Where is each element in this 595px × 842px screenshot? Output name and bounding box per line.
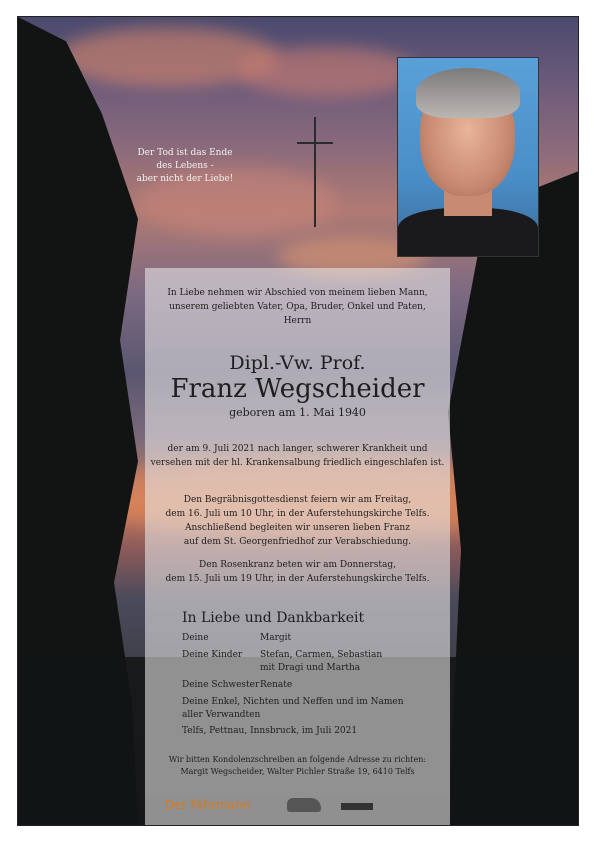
motto-line: Der Tod ist das Ende: [137, 148, 233, 158]
mourner-name: Renate: [260, 680, 293, 690]
mourners-heading: In Liebe und Dankbarkeit: [182, 610, 365, 626]
cross-icon: [314, 117, 316, 227]
condolence-address: Margit Wegscheider, Walter Pichler Straße 19, 6410 Telfs: [180, 767, 415, 776]
motto-line: aber nicht der Liebe!: [136, 174, 234, 184]
funeral-notice: [145, 493, 450, 549]
mourner-names: [260, 632, 291, 645]
cross-icon-bar: [297, 142, 333, 144]
motto-line: des Lebens -: [156, 161, 214, 171]
mourner-name: aller Verwandten: [182, 710, 261, 720]
mourner-name: Margit: [260, 633, 292, 643]
birth-date: geboren am 1. Mai 1940: [229, 406, 366, 419]
place-date: Telfs, Pettnau, Innsbruck, im Juli 2021: [182, 726, 358, 736]
mourner-row: [182, 649, 442, 675]
mourner-row: [182, 696, 442, 722]
portrait-photo: [397, 57, 539, 257]
rosary-line: dem 15. Juli um 19 Uhr, in der Auferstehungskirche Telfs.: [165, 574, 430, 584]
mourner-label: Deine Enkel, Nichten und Neffen und im Namen: [182, 697, 404, 707]
intro-line: Herrn: [283, 316, 312, 326]
mourners-list: [182, 632, 442, 726]
rosary-notice: [145, 558, 450, 586]
funeral-line: dem 16. Juli um 10 Uhr, in der Auferstehungskirche Telfs.: [165, 509, 430, 519]
deceased-name: Franz Wegscheider: [170, 374, 425, 404]
funeral-line: auf dem St. Georgenfriedhof zur Verabschiedung.: [183, 537, 412, 547]
death-line: der am 9. Juli 2021 nach langer, schwerer Krankheit und: [167, 444, 428, 454]
mourner-label: Deine Schwester: [182, 680, 260, 690]
undertaker-footer: [165, 798, 435, 820]
intro-line: In Liebe nehmen wir Abschied von meinem lieben Mann,: [167, 288, 428, 298]
undertaker-logo: Der Fährmann: [165, 798, 251, 812]
rosary-line: Den Rosenkranz beten wir am Donnerstag,: [199, 560, 396, 570]
mourner-row: [182, 679, 442, 692]
death-line: versehen mit der hl. Krankensalbung friedlich eingeschlafen ist.: [150, 458, 445, 468]
text-panel: [145, 268, 450, 825]
condolence-line: Wir bitten Kondolenzschreiben an folgende Adresse zu richten:: [168, 755, 427, 764]
mourner-label: Deine: [182, 633, 209, 643]
coffin-icon: [341, 803, 373, 810]
academic-title: Dipl.-Vw. Prof.: [229, 352, 366, 374]
funeral-line: Anschließend begleiten wir unseren lieben Franz: [185, 523, 410, 533]
mourner-name: mit Dragi und Martha: [260, 663, 361, 673]
intro-line: unserem geliebten Vater, Opa, Bruder, Onkel und Paten,: [169, 302, 426, 312]
death-notice: [145, 442, 450, 470]
hearse-icon: [287, 798, 321, 812]
motto: [130, 147, 240, 186]
portrait-hair: [416, 68, 520, 118]
condolence-request: [145, 754, 450, 778]
cloud: [238, 47, 418, 97]
mourner-names: [260, 679, 292, 692]
funeral-line: Den Begräbnisgottesdienst feiern wir am Freitag,: [183, 495, 412, 505]
mourner-name: Stefan, Carmen, Sebastian: [260, 650, 383, 660]
mourner-names: [260, 649, 382, 675]
mourner-label: Deine Kinder: [182, 650, 243, 660]
mourner-row: [182, 632, 442, 645]
intro-text: [145, 286, 450, 328]
